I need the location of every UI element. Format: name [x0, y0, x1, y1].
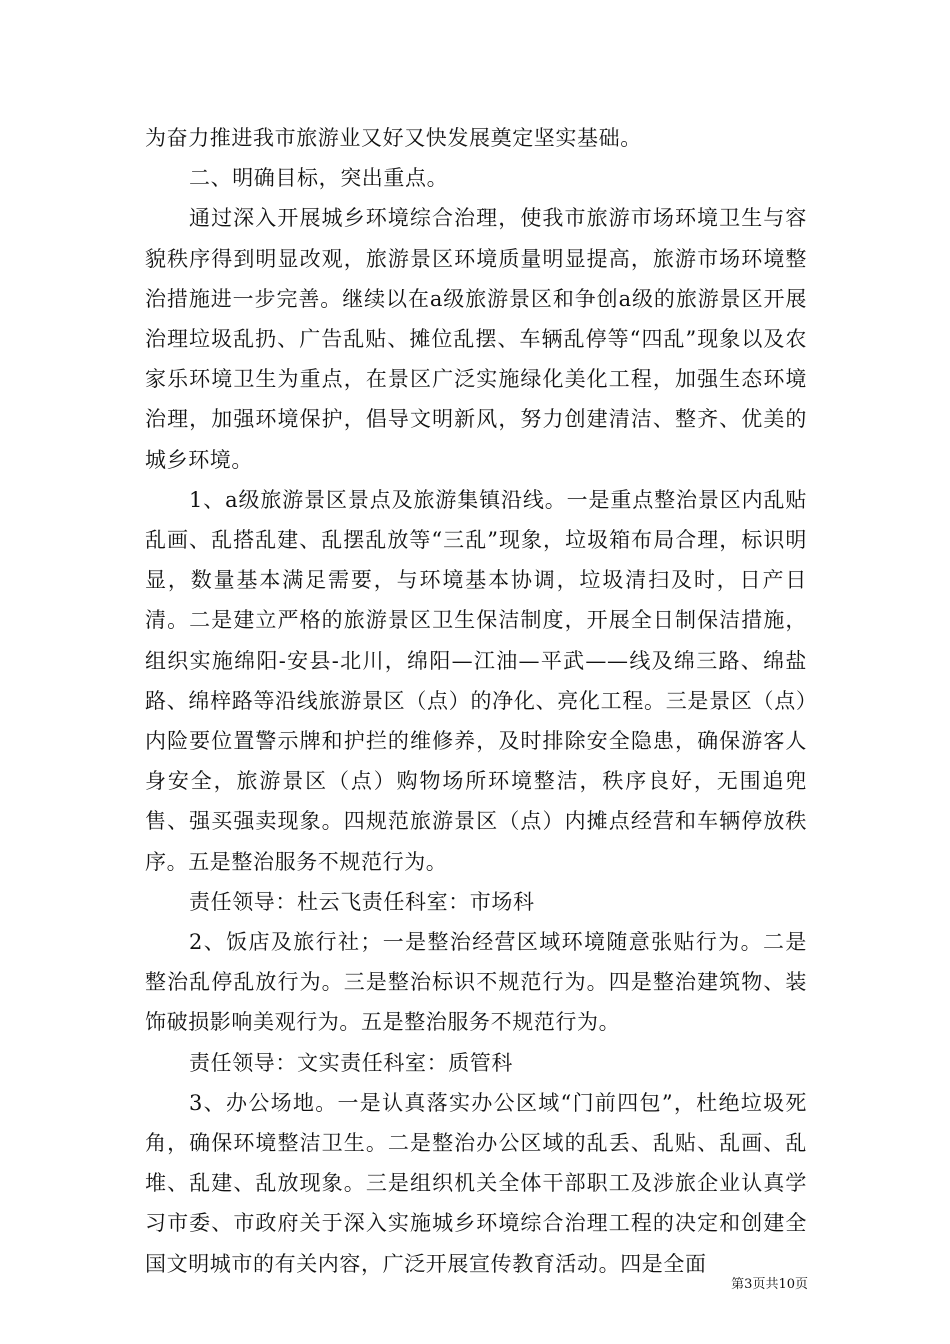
paragraph-item-2: 2、饭店及旅行社；一是整治经营区域环境随意张贴行为。二是整治乱停乱放行为。三是整治标识不规范行为。四是整治建筑物、装饰破损影响美观行为。五是整治服务不规范行为。 — [145, 930, 807, 1035]
paragraph-continuation: 为奋力推进我市旅游业又好又快发展奠定坚实基础。 — [145, 126, 642, 150]
page-number: 第3页共10页 — [731, 1277, 808, 1292]
paragraph-item-3: 3、办公场地。一是认真落实办公区域“门前四包”，杜绝垃圾死角，确保环境整洁卫生。二是整治办公区域的乱丢、乱贴、乱画、乱堆、乱建、乱放现象。三是组织机关全体干部职工及涉旅企业认真学习市委、市政府关于深入实施城乡环境综合治理工程的决定和创建全国文明城市的有关内容，广泛开展宣传教育活动。四是全面 — [145, 1090, 807, 1276]
paragraph-goals: 通过深入开展城乡环境综合治理，使我市旅游市场环境卫生与容貌秩序得到明显改观，旅游景区环境质量明显提高，旅游市场环境整治措施进一步完善。继续以在a级旅游景区和争创a级的旅游景区开展治理垃圾乱扔、广告乱贴、摊位乱摆、车辆乱停等“四乱”现象以及农家乐环境卫生为重点，在景区广泛实施绿化美化工程，加强生态环境治理，加强环境保护，倡导文明新风，努力创建清洁、整齐、优美的城乡环境。 — [145, 206, 807, 472]
responsibility-line-2: 责任领导：文实责任科室：质管科 — [189, 1050, 513, 1075]
paragraph-item-1: 1、a级旅游景区景点及旅游集镇沿线。一是重点整治景区内乱贴乱画、乱搭乱建、乱摆乱放等“三乱”现象，垃圾箱布局合理，标识明显，数量基本满足需要，与环境基本协调，垃圾清扫及时，日产日清。二是建立严格的旅游景区卫生保洁制度，开展全日制保洁措施，组织实施绵阳-安县-北川，绵阳—江油—平武——线及绵三路、绵盐路、绵梓路等沿线旅游景区（点）的净化、亮化工程。三是景区（点）内险要位置警示牌和护拦的维修养，及时排除安全隐患，确保游客人身安全，旅游景区（点）购物场所环境整洁，秩序良好，无围追兜售、强买强卖现象。四规范旅游景区（点）内摊点经营和车辆停放秩序。五是整治服务不规范行为。 — [145, 487, 807, 874]
responsibility-line-1: 责任领导：杜云飞责任科室：市场科 — [189, 889, 535, 914]
section-heading: 二、明确目标，突出重点。 — [189, 166, 449, 191]
body-text — [145, 118, 807, 1284]
